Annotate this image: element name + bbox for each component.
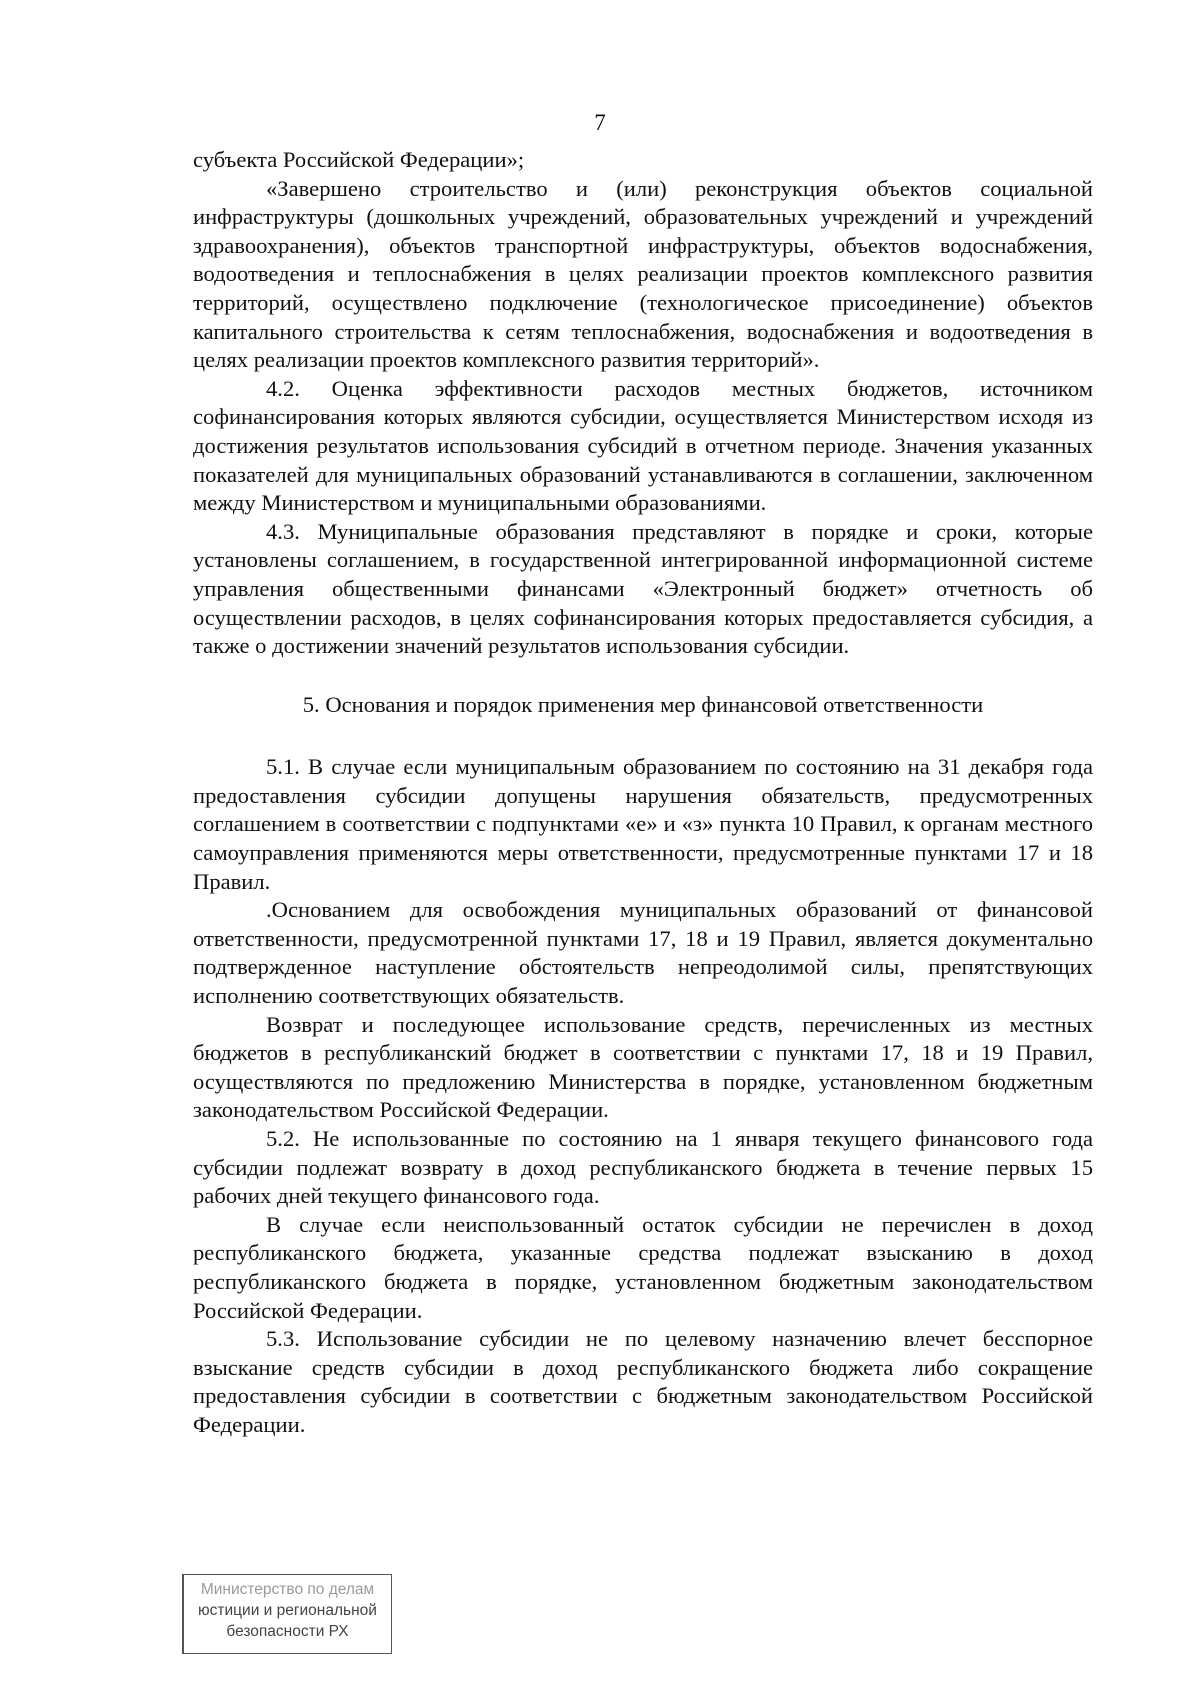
paragraph-subject-end: субъекта Российской Федерации»; bbox=[193, 147, 525, 172]
stamp-line-2: юстиции и региональной bbox=[198, 1602, 377, 1619]
paragraph-4-2: 4.2. Оценка эффективности расходов местных бюджетов, источником софинансирования которых являются субсидии, осуществляется Министерством исходя из достижения результатов использования субсидий в отчетном периоде. Значения указанных показателей для муниципальных образований устанавливаются в соглашении, заключенном между Министерством и муниципальными образованиями. bbox=[193, 375, 1093, 516]
paragraph-5-2: 5.2. Не использованные по состоянию на 1 января текущего финансового года субсидии подлежат возврату в доход республиканского бюджета в течение первых 15 рабочих дней текущего финансового года. bbox=[193, 1126, 1093, 1209]
section-5-heading: 5. Основания и порядок применения мер финансовой ответственности bbox=[302, 691, 984, 717]
paragraph-unused-remainder: В случае если неиспользованный остаток субсидии не перечислен в доход республиканского бюджета, указанные средства подлежат взысканию в доход республиканского бюджета в порядке, установленном бюджетным законодательством Российской Федерации. bbox=[193, 1211, 1093, 1323]
paragraph-4-3: 4.3. Муниципальные образования представляют в порядке и сроки, которые установлены соглашением, в государственной интегрированной информационной системе управления общественными финансами «Электронный бюджет» отчетность об осуществлении расходов, в целях софинансирования которых предоставляется субсидия, а также о достижении значений результатов использования субсидии. bbox=[193, 518, 1093, 659]
stamp-line-1: Министерство по делам bbox=[200, 1581, 375, 1598]
paragraph-completed-construction: «Завершено строительство и (или) реконструкция объектов социальной инфраструктуры (дошкольных учреждений, образовательных учреждений и учреждений здравоохранения), объектов транспортной инфраструктуры, объектов водоснабжения, водоотведения и теплоснабжения в целях реализации проектов комплексного развития территорий, осуществлено подключение (технологическое присоединение) объектов капитального строительства к сетям теплоснабжения, водоснабжения и водоотведения в целях реализации проектов комплексного развития территорий». bbox=[193, 175, 1093, 373]
paragraph-5-3: 5.3. Использование субсидии не по целевому назначению влечет бесспорное взыскание средств субсидии в доход республиканского бюджета либо сокращение предоставления субсидии в соответствии с бюджетным законодательством Российской Федерации. bbox=[193, 1326, 1093, 1437]
paragraph-5-1: 5.1. В случае если муниципальным образованием по состоянию на 31 декабря года предоставления субсидии допущены нарушения обязательств, предусмотренных соглашением в соответствии с подпунктами «е» и «з» пункта 10 Правил, к органам местного самоуправления применяются меры ответственности, предусмотренные пунктами 17 и 18 Правил. bbox=[193, 754, 1093, 894]
document-body bbox=[193, 146, 1093, 1440]
page-number: 7 bbox=[594, 110, 606, 135]
paragraph-return: Возврат и последующее использование средств, перечисленных из местных бюджетов в республиканский бюджет в соответствии с пунктами 17, 18 и 19 Правил, осуществляются по предложению Министерства в порядке, установленном бюджетным законодательством Российской Федерации. bbox=[193, 1011, 1093, 1123]
paragraph-exemption: .Основанием для освобождения муниципальных образований от финансовой ответственности, предусмотренной пунктами 17, 18 и 19 Правил, является документально подтвержденное наступление обстоятельств непреодолимой силы, препятствующих исполнению соответствующих обязательств. bbox=[193, 897, 1093, 1009]
ministry-stamp bbox=[182, 1574, 392, 1654]
stamp-line-3: безопасности РХ bbox=[226, 1623, 349, 1640]
